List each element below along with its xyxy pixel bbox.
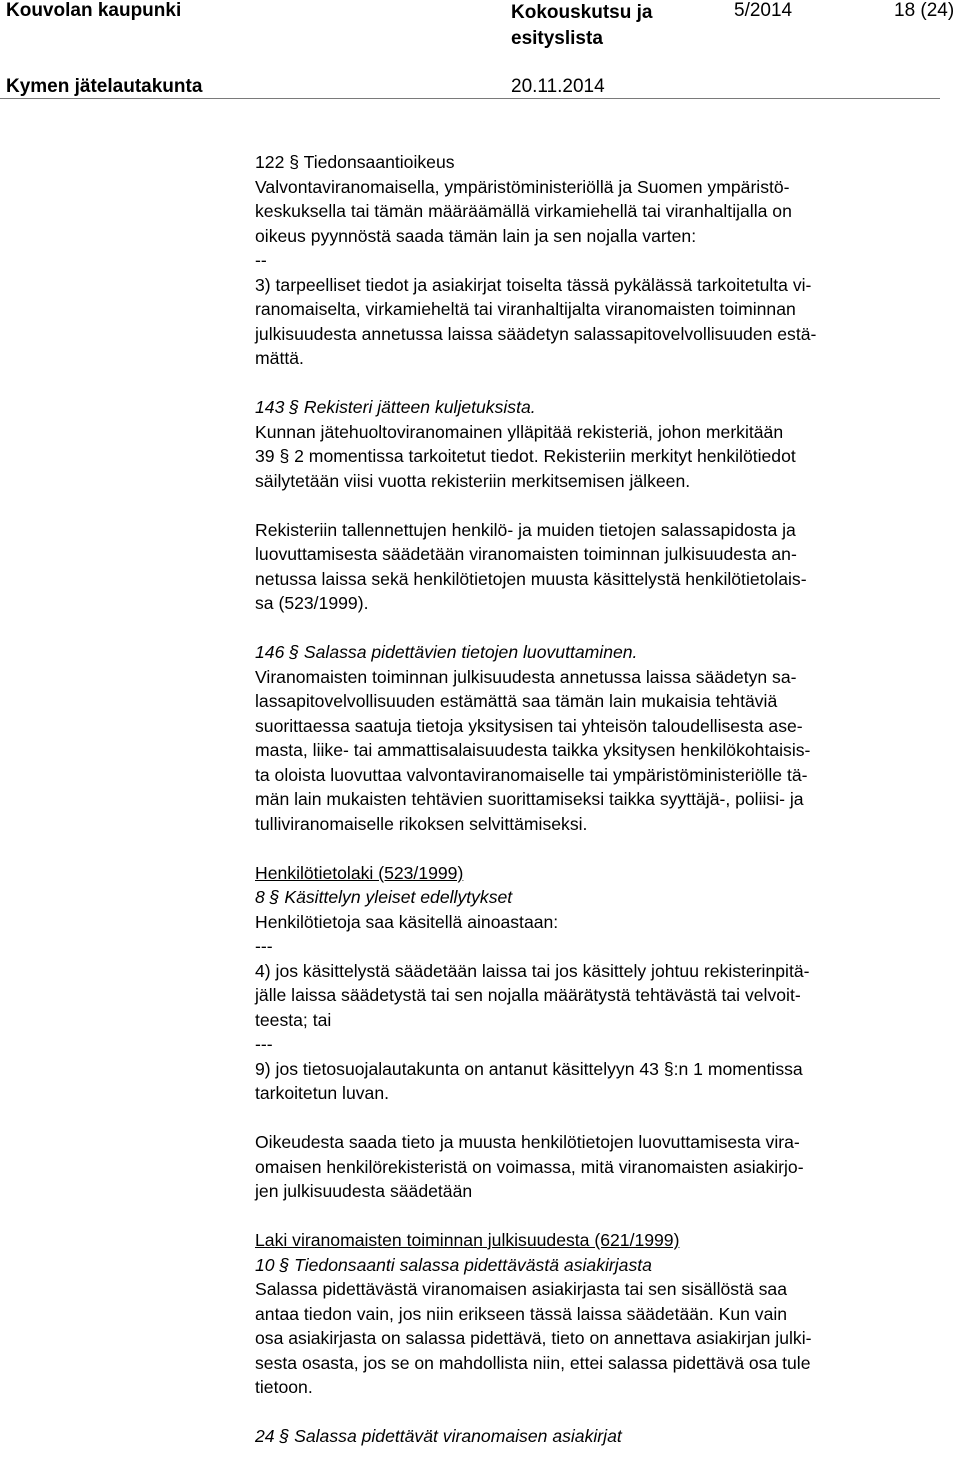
section-heading: 122 § Tiedonsaantioikeus	[255, 152, 455, 172]
text-line: tarkoitetun luvan.	[255, 1083, 389, 1103]
organization-name: Kouvolan kaupunki	[6, 0, 182, 21]
document-body	[255, 150, 945, 1449]
text-line: tietoon.	[255, 1377, 313, 1397]
section-heading: 24 § Salassa pidettävät viranomaisen asiakirjat	[255, 1426, 622, 1446]
law-title: Henkilötietolaki (523/1999)	[255, 862, 464, 883]
section-146	[255, 640, 945, 836]
text-line: netussa laissa sekä henkilötietojen muusta käsittelystä henkilötietolais-	[255, 568, 807, 589]
section-122	[255, 150, 945, 371]
text-line: ranomaiselta, virkamieheltä tai viranhaltijalta viranomaisten toiminnan	[255, 299, 796, 319]
text-line: 3) tarpeelliset tiedot ja asiakirjat toiselta tässä pykälässä tarkoitetulta vi-	[255, 274, 812, 295]
section-julkisuuslaki	[255, 1228, 945, 1449]
meeting-date: 20.11.2014	[511, 76, 605, 97]
section-heading: 10 § Tiedonsaanti salassa pidettävästä asiakirjasta	[255, 1254, 652, 1275]
text-line: omaisen henkilörekisteristä on voimassa, mitä viranomaisten asiakirjo-	[255, 1156, 804, 1177]
text-line: 9) jos tietosuojalautakunta on antanut käsittelyyn 43 §:n 1 momentissa	[255, 1058, 803, 1079]
text-line: sesta osasta, jos se on mahdollista niin, ettei salassa pidettävä osa tule	[255, 1352, 811, 1373]
text-line: jälle laissa säädetystä tai sen nojalla määrätystä tehtävästä tai velvoit-	[255, 985, 801, 1005]
section-heading: 146 § Salassa pidettävien tietojen luovuttaminen.	[255, 642, 638, 662]
text-line: sa (523/1999).	[255, 593, 369, 613]
text-line: Kunnan jätehuoltoviranomainen ylläpitää rekisteriä, johon merkitään	[255, 421, 784, 442]
meeting-number: 5/2014	[734, 0, 793, 21]
text-line: 4) jos käsittelystä säädetään laissa tai jos käsittely johtuu rekisterinpitä-	[255, 960, 810, 981]
text-line: ta oloista luovuttaa valvontaviranomaiselle tai ympäristöministeriölle tä-	[255, 764, 808, 785]
text-line: ---	[255, 1034, 273, 1054]
text-line: säilytetään viisi vuotta rekisteriin merkitsemisen jälkeen.	[255, 470, 691, 491]
text-line: män lain mukaisten tehtävien suorittamiseksi taikka syyttäjä-, poliisi- ja	[255, 789, 804, 809]
board-name: Kymen jätelautakunta	[6, 76, 203, 97]
section-heading: 8 § Käsittelyn yleiset edellytykset	[255, 887, 513, 907]
text-line: masta, liike- tai ammattisalaisuudesta taikka yksitysen henkilökohtaisis-	[255, 740, 811, 760]
text-line: Henkilötietoja saa käsitellä ainoastaan:	[255, 911, 559, 932]
page-header	[0, 0, 960, 96]
law-title: Laki viranomaisten toiminnan julkisuudesta (621/1999)	[255, 1230, 680, 1250]
text-line: oikeus pyynnöstä saada tämän lain ja sen nojalla varten:	[255, 225, 697, 246]
section-143	[255, 395, 945, 616]
text-line: teesta; tai	[255, 1009, 332, 1030]
text-line: keskuksella tai tämän määräämällä virkamiehellä tai viranhaltijalla on	[255, 201, 792, 221]
text-line: Viranomaisten toiminnan julkisuudesta annetussa laissa säädetyn sa-	[255, 666, 797, 687]
text-line: 39 § 2 momentissa tarkoitetut tiedot. Rekisteriin merkityt henkilötiedot	[255, 446, 796, 466]
text-line: Salassa pidettävästä viranomaisen asiakirjasta tai sen sisällöstä saa	[255, 1279, 787, 1299]
text-line: osa asiakirjasta on salassa pidettävä, tieto on annettava asiakirjan julki-	[255, 1328, 812, 1348]
text-line: lassapitovelvollisuuden estämättä saa tämän lain mukaisia tehtäviä	[255, 691, 778, 711]
text-line: Oikeudesta saada tieto ja muusta henkilötietojen luovuttamisesta vira-	[255, 1132, 800, 1152]
text-line: antaa tiedon vain, jos niin erikseen tässä laissa säädetään. Kun vain	[255, 1303, 788, 1324]
text-line: --	[255, 250, 267, 270]
text-line: luovuttamisesta säädetään viranomaisten toiminnan julkisuudesta an-	[255, 544, 797, 564]
page-number: 18 (24)	[894, 0, 955, 21]
text-line: suorittaessa saatuja tietoja yksitysisen tai yhteisön taloudellisesta ase-	[255, 715, 803, 736]
text-line: jen julkisuudesta säädetään	[255, 1181, 473, 1201]
text-line: Rekisteriin tallennettujen henkilö- ja muiden tietojen salassapidosta ja	[255, 519, 796, 540]
document-type: Kokouskutsu ja esityslista	[511, 2, 653, 49]
text-line: mättä.	[255, 348, 304, 368]
text-line: ---	[255, 936, 273, 956]
header-divider	[0, 98, 940, 99]
text-line: Valvontaviranomaisella, ympäristöministeriöllä ja Suomen ympäristö-	[255, 176, 790, 197]
text-line: tulliviranomaiselle rikoksen selvittämiseksi.	[255, 813, 588, 834]
text-line: julkisuudesta annetussa laissa säädetyn salassapitovelvollisuuden estä-	[255, 323, 817, 344]
section-henkilotietolaki	[255, 861, 945, 1204]
section-heading: 143 § Rekisteri jätteen kuljetuksista.	[255, 397, 536, 417]
